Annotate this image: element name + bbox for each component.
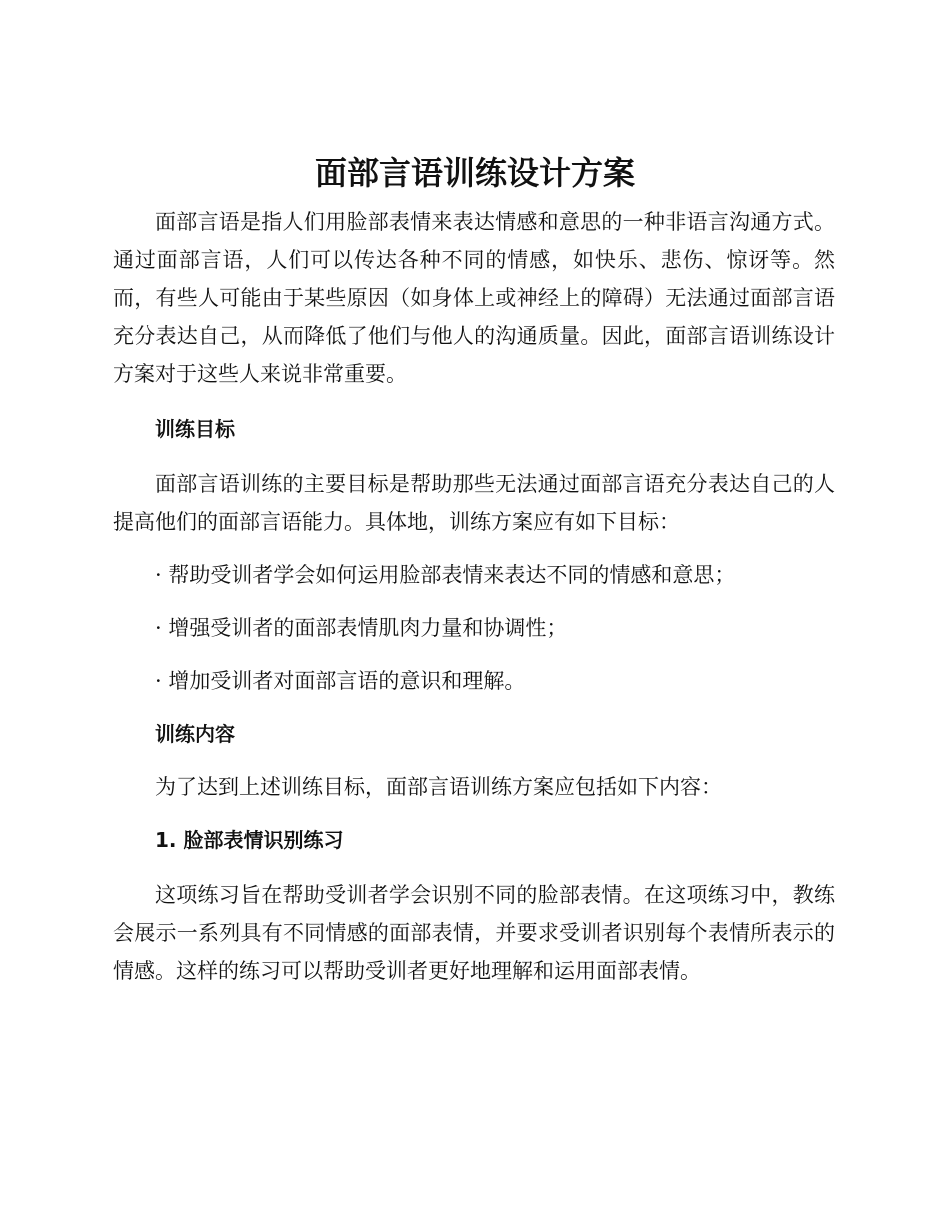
intro-paragraph: 面部言语是指人们用脸部表情来表达情感和意思的一种非语言沟通方式。通过面部言语，人们可以传达各种不同的情感，如快乐、悲伤、惊讶等。然而，有些人可能由于某些原因（如身体上或神经上的障碍）无法通过面部言语充分表达自己，从而降低了他们与他人的沟通质量。因此，面部言语训练设计方案对于这些人来说非常重要。 [113, 210, 835, 386]
spacer [113, 647, 835, 662]
spacer [113, 700, 835, 715]
spacer [113, 541, 835, 556]
expression-recognition-paragraph: 这项练习旨在帮助受训者学会识别不同的脸部表情。在这项练习中，教练会展示一系列具有不同情感的面部表情，并要求受训者识别每个表情所表示的情感。这样的练习可以帮助受训者更好地理解和运用面部表情。 [113, 883, 835, 983]
document-body [113, 203, 835, 990]
spacer [113, 594, 835, 609]
spacer [113, 859, 835, 876]
spacer [113, 753, 835, 768]
spacer [113, 393, 835, 410]
content-paragraph: 为了达到上述训练目标，面部言语训练方案应包括如下内容： [155, 775, 722, 799]
section-heading-content: 训练内容 [155, 722, 235, 746]
spacer [113, 448, 835, 465]
goal-item: · 帮助受训者学会如何运用脸部表情来表达不同的情感和意思； [155, 563, 736, 587]
goal-item: · 增强受训者的面部表情肌肉力量和协调性； [155, 616, 568, 640]
goal-item: · 增加受训者对面部言语的意识和理解。 [155, 669, 526, 693]
goals-paragraph: 面部言语训练的主要目标是帮助那些无法通过面部言语充分表达自己的人提高他们的面部言语能力。具体地，训练方案应有如下目标： [113, 472, 835, 534]
spacer [113, 806, 835, 821]
section-heading-goals: 训练目标 [155, 417, 235, 441]
subsection-heading-expression-recognition: 1. 脸部表情识别练习 [155, 828, 344, 852]
document-title: 面部言语训练设计方案 [314, 154, 635, 192]
